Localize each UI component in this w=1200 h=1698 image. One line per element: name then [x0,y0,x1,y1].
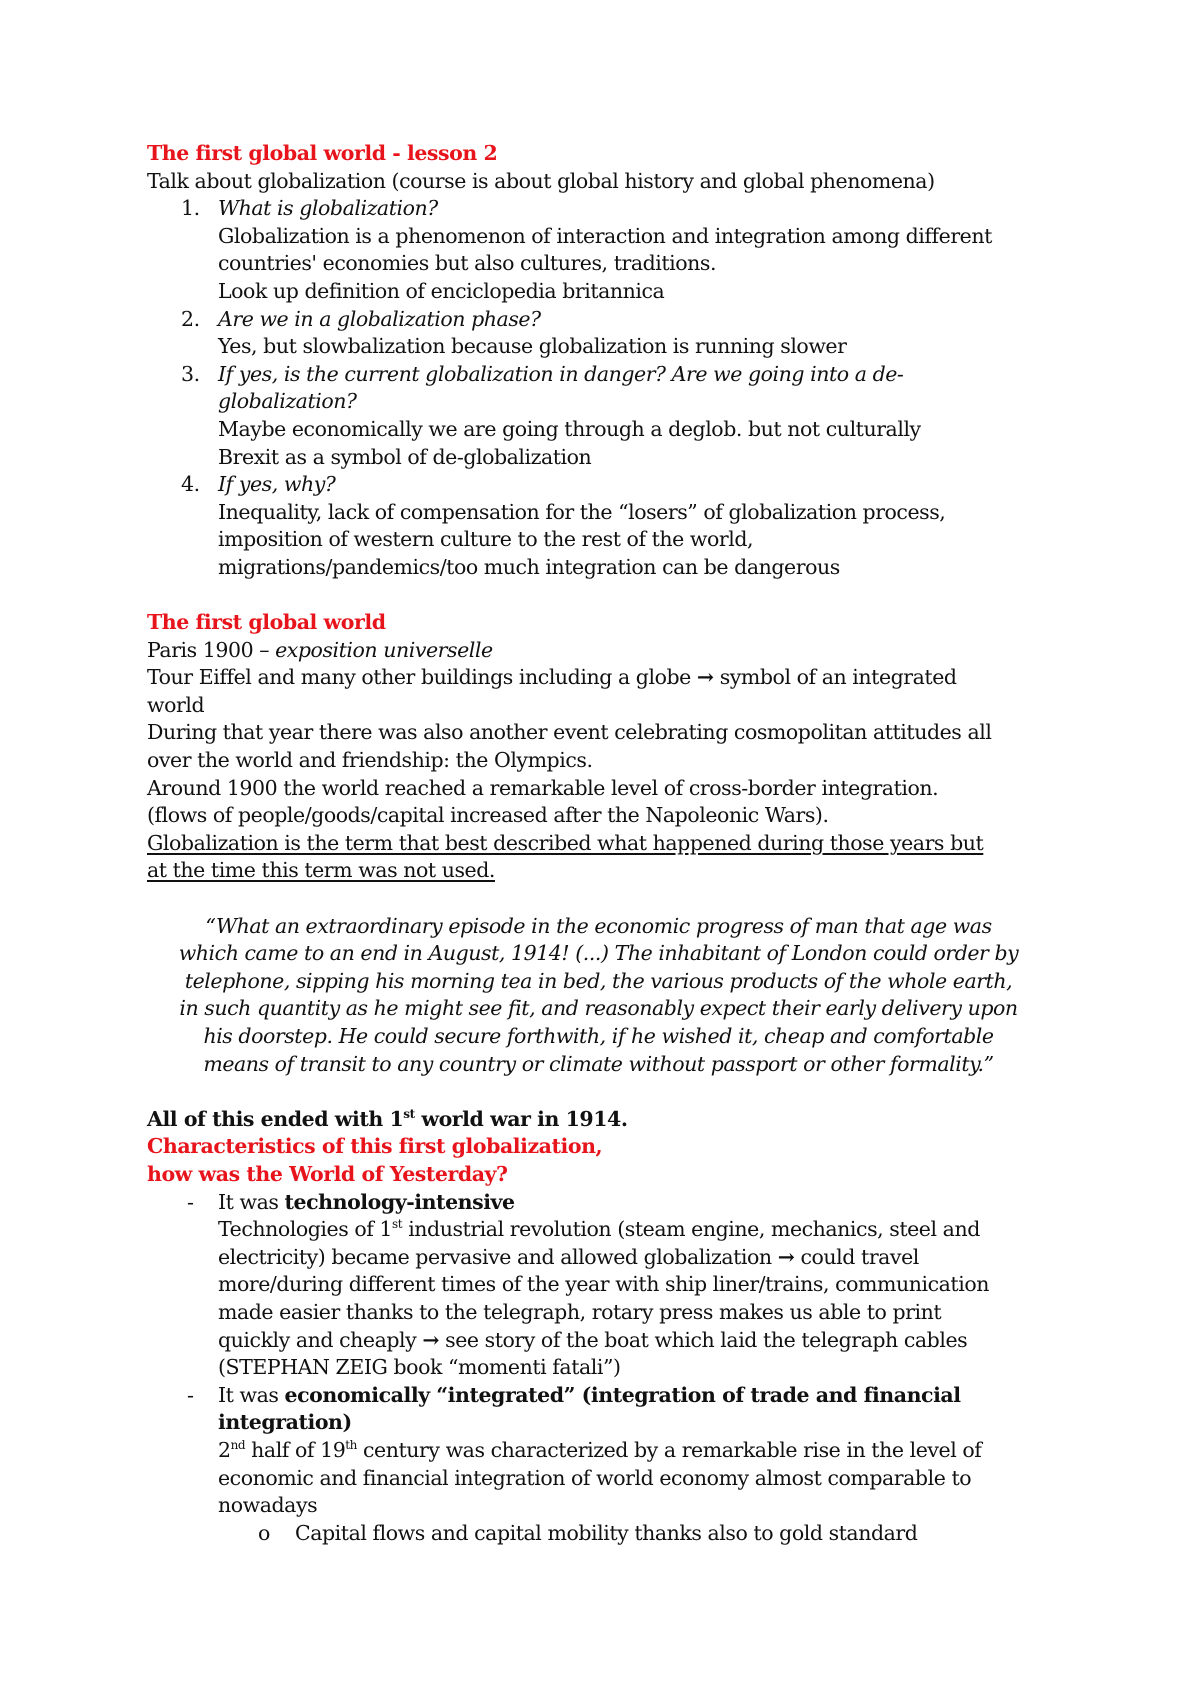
text-span: industrial revolution (steam engine, mechanics, steel and [402,1217,980,1242]
olympics-line-2: over the world and friendship: the Olympics. [147,748,593,773]
list-item-1 [147,195,1080,305]
list-number: 2. [181,306,200,331]
list-item-2 [147,306,1080,361]
question-text: What is globalization? [218,196,438,221]
bullet-text [218,1327,1080,1355]
eiffel-line-2: world [147,692,205,717]
bullet-bold: technology-intensive [284,1189,515,1214]
around-line: Around 1900 the world reached a remarkable level of cross-border integration. [147,775,939,800]
underlined-line: Globalization is the term that best described what happened during those years but [147,830,984,855]
bullet-text [218,1437,1080,1465]
answer-line: Look up definition of enciclopedia britannica [218,278,665,303]
circle-bullet-icon: o [258,1520,270,1545]
quote-line: his doorstep. He could secure forthwith, if he wished it, cheap and comfortable [203,1024,994,1048]
answer-line: Inequality, lack of compensation for the “losers” of globalization process, [218,499,946,524]
list-number: 1. [181,196,200,221]
paris-italic: exposition universelle [275,637,493,662]
bullet-prefix: It was [218,1382,285,1407]
arrow-right-icon: → [422,1327,440,1352]
text-span: could travel [794,1244,919,1269]
arrow-right-icon: → [696,665,714,690]
bullet-text: made easier thanks to the telegraph, rotary press makes us able to print [218,1299,942,1324]
arrow-right-icon: → [777,1244,795,1269]
section-title-characteristics: Characteristics of this first globalization, [147,1134,603,1159]
text-span: half of 19 [245,1437,346,1462]
paris-prefix: Paris 1900 – [147,637,276,662]
bullet-text: (STEPHAN ZEIG book “momenti fatali”) [218,1355,621,1380]
list-item-4 [147,471,1080,581]
answer-line: Maybe economically we are going through a deglob. but not culturally [218,416,921,441]
ended-heading [147,1106,1080,1134]
paris-line [147,637,1080,665]
answer-line: Yes, but slowbalization because globalization is running slower [218,334,847,359]
text-span: Technologies of 1 [218,1217,393,1242]
underlined-line-2: at the time this term was not used. [147,858,495,883]
quote-line: which came to an end in August, 1914! (...) The inhabitant of London could order by [178,941,1019,966]
dash-bullet: - [187,1382,194,1407]
bullet-text: more/during different times of the year with ship liner/trains, communication [218,1272,989,1297]
answer-line: countries' economies but also cultures, traditions. [218,251,717,276]
sub-bullet-text: Capital flows and capital mobility thanks also to gold standard [295,1520,918,1545]
list-item-3 [147,361,1080,471]
ordinal-sup: st [392,1217,403,1232]
answer-line: Globalization is a phenomenon of interaction and integration among different [218,223,992,248]
quote-line: “What an extraordinary episode in the economic progress of man that age was [205,913,992,938]
spacer [147,582,1080,610]
bullet-heading [218,1382,1080,1410]
flows-line: (flows of people/goods/capital increased after the Napoleonic Wars). [147,803,829,828]
bullet-prefix: It was [218,1189,285,1214]
text-span: electricity) became pervasive and allowed globalization [218,1244,778,1269]
section-title-global-world: The first global world [147,610,386,635]
answer-line: migrations/pandemics/too much integration can be dangerous [218,554,840,579]
bullet-heading [218,1189,1080,1217]
numbered-list [147,195,1080,581]
bullet-text: economic and financial integration of world economy almost comparable to [218,1465,972,1490]
eiffel-text: symbol of an integrated [713,665,957,690]
bullet-bold-2: integration) [218,1410,352,1435]
spacer [147,1078,1080,1106]
question-text: If yes, is the current globalization in danger? Are we going into a de- [218,361,904,386]
ended-text: All of this ended with 1 [147,1106,404,1131]
bullet-text: nowadays [218,1493,318,1518]
question-text: globalization? [218,389,357,414]
question-text: If yes, why? [218,472,336,497]
olympics-line: During that year there was also another event celebrating cosmopolitan attitudes all [147,720,992,745]
dash-bullet: - [187,1189,194,1214]
ordinal-sup: nd [230,1437,246,1452]
keynes-quote [147,913,1080,1079]
bullet-text [218,1244,1080,1272]
bullet-text [218,1216,1080,1244]
list-number: 3. [181,361,200,386]
list-item-technology [147,1189,1080,1382]
quote-line: means of transit to any country or climate without passport or other formality.” [203,1051,994,1076]
spacer [147,885,1080,913]
answer-line: Brexit as a symbol of de-globalization [218,444,592,469]
eiffel-line [147,664,1080,692]
eiffel-text: Tour Eiffel and many other buildings including a globe [147,665,697,690]
text-span: century was characterized by a remarkable rise in the level of [356,1437,982,1462]
list-item-integrated [147,1382,1080,1520]
text-span: see story of the boat which laid the telegraph cables [439,1327,968,1352]
quote-line: in such quantity as he might see fit, and reasonably expect their early delivery upon [179,996,1018,1021]
ordinal-sup: th [345,1437,357,1452]
ordinal-sup: st [403,1106,415,1121]
section-title-lesson: The first global world - lesson 2 [147,141,498,165]
ended-text: world war in 1914. [414,1106,628,1131]
text-span: quickly and cheaply [218,1327,423,1352]
intro-text: Talk about globalization (course is about global history and global phenomena) [147,168,935,193]
answer-line: imposition of western culture to the rest of the world, [218,527,754,552]
question-text: Are we in a globalization phase? [218,306,541,331]
section-title-world-of-yesterday: how was the World of Yesterday? [147,1161,508,1186]
text-span: 2 [218,1437,231,1462]
list-number: 4. [181,472,200,497]
sub-list-item-capital [147,1520,1080,1548]
bullet-bold: economically “integrated” (integration of trade and financial [284,1382,961,1407]
quote-line: telephone, sipping his morning tea in bed, the various products of the whole earth, [184,968,1013,993]
